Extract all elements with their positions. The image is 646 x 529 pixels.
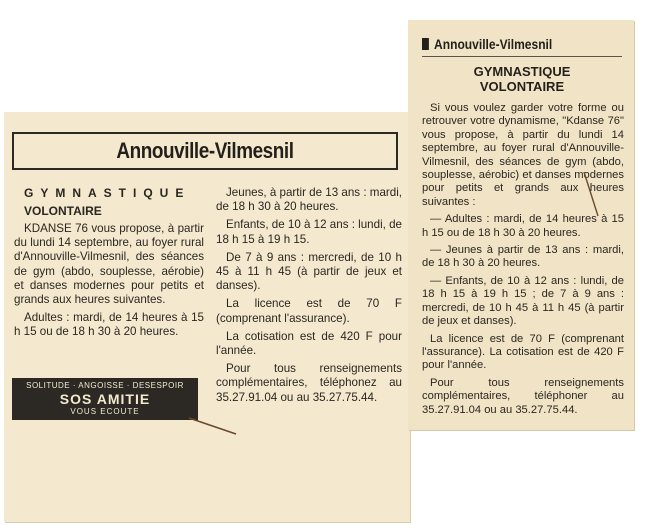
right-header-rule: [422, 56, 622, 57]
right-clipping: [408, 20, 634, 430]
left-column-2: [216, 186, 402, 409]
sos-amitie-ad: [12, 378, 198, 420]
right-body: [422, 102, 624, 421]
right-paragraph-4: — Enfants, de 10 à 12 ans : lundi, de 18 h 15 à 19 h 15 ; de 7 à 9 ans : mercredi, de 10 h 45 à 11 h 45 (à partir de jeux et danses).: [422, 274, 624, 328]
right-title-line1: GYMNASTIQUE: [473, 64, 571, 79]
left-header-box: [12, 132, 398, 170]
left-title-line1: GYMNASTIQUE: [24, 186, 191, 200]
sos-ad-line-3: VOUS ECOUTE: [70, 407, 140, 416]
right-header-title: Annouville-Vilmesnil: [434, 36, 553, 52]
left-col2-paragraph-3: De 7 à 9 ans : mercredi, de 10 h 45 à 11 h 45 (à partir de jeux et danses).: [216, 250, 402, 293]
sos-ad-line-1: SOLITUDE · ANGOISSE · DESESPOIR: [26, 381, 184, 390]
right-paragraph-1: Si vous voulez garder votre forme ou retrouver votre dynamisme, "Kdanse 76" vous propose, à partir du lundi 14 septembre, au foyer rural d'Annouville-Vilmesnil, des séances de gym (abdo, souplesse, aérobic) et danses modernes pour petits et grands aux heures suivantes :: [422, 102, 624, 208]
right-paragraph-6: Pour tous renseignements complémentaires, téléphoner au 35.27.91.04 ou au 35.27.75.44.: [422, 376, 624, 416]
right-paragraph-5: La licence est de 70 F (comprenant l'assurance). La cotisation est de 420 F pour l'année.: [422, 332, 624, 372]
left-col1-paragraph-2: Adultes : mardi, de 14 heures à 15 h 15 ou de 18 h 30 à 20 heures.: [14, 311, 204, 339]
left-col2-paragraph-1: Jeunes, à partir de 13 ans : mardi, de 18 h 30 à 20 heures.: [216, 186, 402, 214]
left-col2-paragraph-4: La licence est de 70 F (comprenant l'assurance).: [216, 297, 402, 325]
right-title-line2: VOLONTAIRE: [479, 79, 565, 94]
left-title-line2: VOLONTAIRE: [24, 204, 102, 218]
right-title: [422, 64, 622, 94]
header-square-icon: [422, 38, 429, 50]
right-header: [422, 36, 552, 56]
right-paragraph-2: — Adultes : mardi, de 14 heures à 15 h 15 ou de 18 h 30 à 20 heures.: [422, 213, 624, 239]
left-col2-paragraph-5: La cotisation est de 420 F pour l'année.: [216, 329, 402, 358]
left-header-title: Annouville-Vilmesnil: [116, 138, 294, 163]
right-paragraph-3: — Jeunes à partir de 13 ans : mardi, de 18 h 30 à 20 heures.: [422, 244, 624, 270]
left-column-1: [14, 186, 204, 344]
sos-ad-line-2: SOS AMITIE: [59, 391, 151, 407]
left-col1-paragraph-1: KDANSE 76 vous propose, à partir du lundi 14 septembre, au foyer rural d'Annouville-Vilmesnil, des séances de gym (abdo, souplesse, aérobie) et danses modernes pour petits et grands aux heures suivantes.: [14, 222, 204, 307]
left-col2-paragraph-6: Pour tous renseignements complémentaires, téléphonez au 35.27.91.04 ou au 35.27.75.44.: [216, 362, 402, 404]
left-clipping: [4, 112, 410, 522]
left-col2-paragraph-2: Enfants, de 10 à 12 ans : lundi, de 18 h 15 à 19 h 15.: [216, 218, 402, 246]
